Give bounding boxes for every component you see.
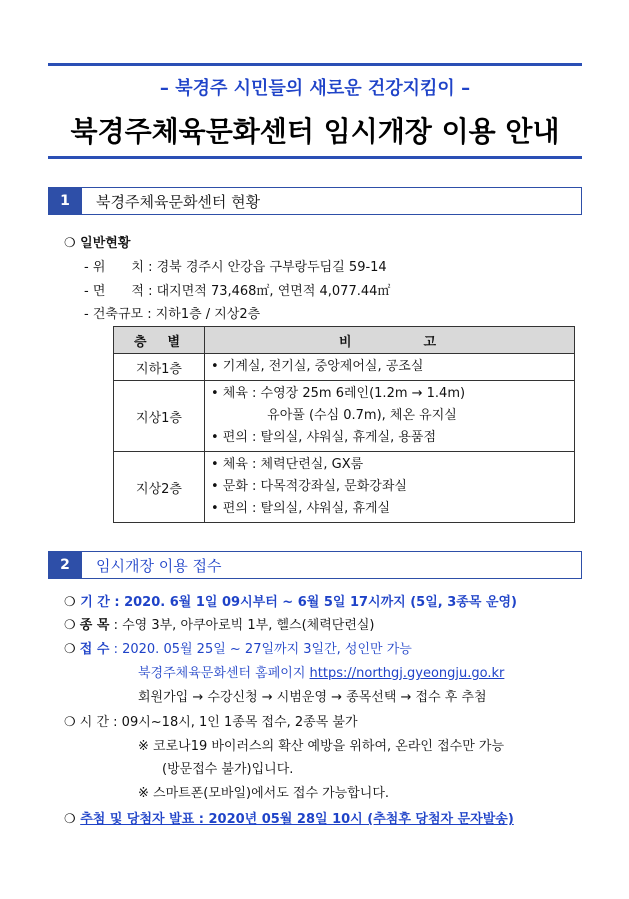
note-cell — [205, 381, 575, 452]
note-cell — [205, 452, 575, 523]
floor-cell: 지상2층 — [114, 452, 205, 523]
section-2-title: 임시개장 이용 접수 — [82, 551, 582, 579]
homepage-label: 북경주체육문화센터 홈페이지 — [138, 666, 310, 681]
time-line: ❍ 시 간 : 09시~18시, 1인 1종목 접수, 2종목 불가 — [64, 715, 358, 730]
draw-line — [64, 808, 514, 827]
note-line: • 체육 : 수영장 25m 6레인(1.2m → 1.4m) — [211, 386, 466, 401]
section-1-header — [48, 187, 582, 215]
table-row — [114, 452, 575, 523]
floor-table — [113, 326, 575, 523]
location-line: - 위 치 : 경북 경주시 안강읍 구부랑두딤길 59-14 — [84, 260, 387, 275]
draw-marker: ❍ — [64, 812, 81, 827]
table-row — [114, 381, 575, 452]
homepage-link[interactable]: https://northgj.gyeongju.go.kr — [309, 666, 505, 681]
note-online-only: ※ 코로나19 바이러스의 확산 예방을 위하여, 온라인 접수만 가능 — [138, 739, 505, 754]
title-rule — [48, 156, 582, 159]
reception-label: 접 수 — [79, 642, 110, 657]
section-1-number: 1 — [48, 187, 82, 215]
col-note: 비 고 — [205, 327, 575, 354]
general-heading: ❍ 일반현황 — [64, 236, 131, 251]
top-rule — [48, 63, 582, 66]
period-marker: ❍ — [64, 595, 81, 610]
note-cell — [205, 354, 575, 381]
note-no-visit: (방문접수 불가)입니다. — [162, 762, 294, 777]
process-line: 회원가입 → 수강신청 → 시범운영 → 종목선택 → 접수 후 추첨 — [138, 690, 487, 705]
events-marker: ❍ — [64, 618, 80, 633]
events-label: 종 목 — [79, 618, 110, 633]
period-text: 기 간 : 2020. 6월 1일 09시부터 ~ 6월 5일 17시까지 (5일, 3종목 운영) — [80, 595, 517, 610]
page-subtitle: – 북경주 시민들의 새로운 건강지킴이 – — [159, 78, 471, 99]
floor-cell: 지상1층 — [114, 381, 205, 452]
reception-line — [64, 638, 412, 657]
col-floor: 층 별 — [114, 327, 205, 354]
reception-value: : 2020. 05월 25일 ~ 27일까지 3일간, 성인만 가능 — [109, 642, 412, 657]
reception-marker: ❍ — [64, 642, 80, 657]
note-line: • 편의 : 탈의실, 샤워실, 휴게실, 용품점 — [211, 430, 437, 445]
homepage-line — [138, 662, 504, 681]
note-line: • 기계실, 전기실, 중앙제어실, 공조실 — [211, 359, 424, 374]
scale-line: - 건축규모 : 지하1층 / 지상2층 — [84, 307, 261, 322]
note-line: • 편의 : 탈의실, 샤워실, 휴게실 — [211, 501, 391, 516]
section-2-number: 2 — [48, 551, 82, 579]
events-value: : 수영 3부, 아쿠아로빅 1부, 헬스(체력단련실) — [109, 618, 375, 633]
events-line — [64, 614, 375, 633]
section-1-title: 북경주체육문화센터 현황 — [82, 187, 582, 215]
note-line: • 문화 : 다목적강좌실, 문화강좌실 — [211, 479, 407, 494]
table-row — [114, 354, 575, 381]
section-2-header — [48, 551, 582, 579]
draw-text: 추첨 및 당첨자 발표 : 2020년 05월 28일 10시 (추첨후 당첨자 문자발송) — [80, 812, 514, 827]
page-title: 북경주체육문화센터 임시개장 이용 안내 — [70, 115, 560, 148]
table-header-row — [114, 327, 575, 354]
note-line: • 체육 : 체력단련실, GX룸 — [211, 457, 364, 472]
floor-cell: 지하1층 — [114, 354, 205, 381]
period-line — [64, 591, 517, 610]
note-mobile: ※ 스마트폰(모바일)에서도 접수 가능합니다. — [138, 786, 390, 801]
note-line: 유아풀 (수심 0.7m), 체온 유지실 — [211, 408, 457, 423]
area-line: - 면 적 : 대지면적 73,468㎡, 연면적 4,077.44㎡ — [84, 284, 391, 299]
